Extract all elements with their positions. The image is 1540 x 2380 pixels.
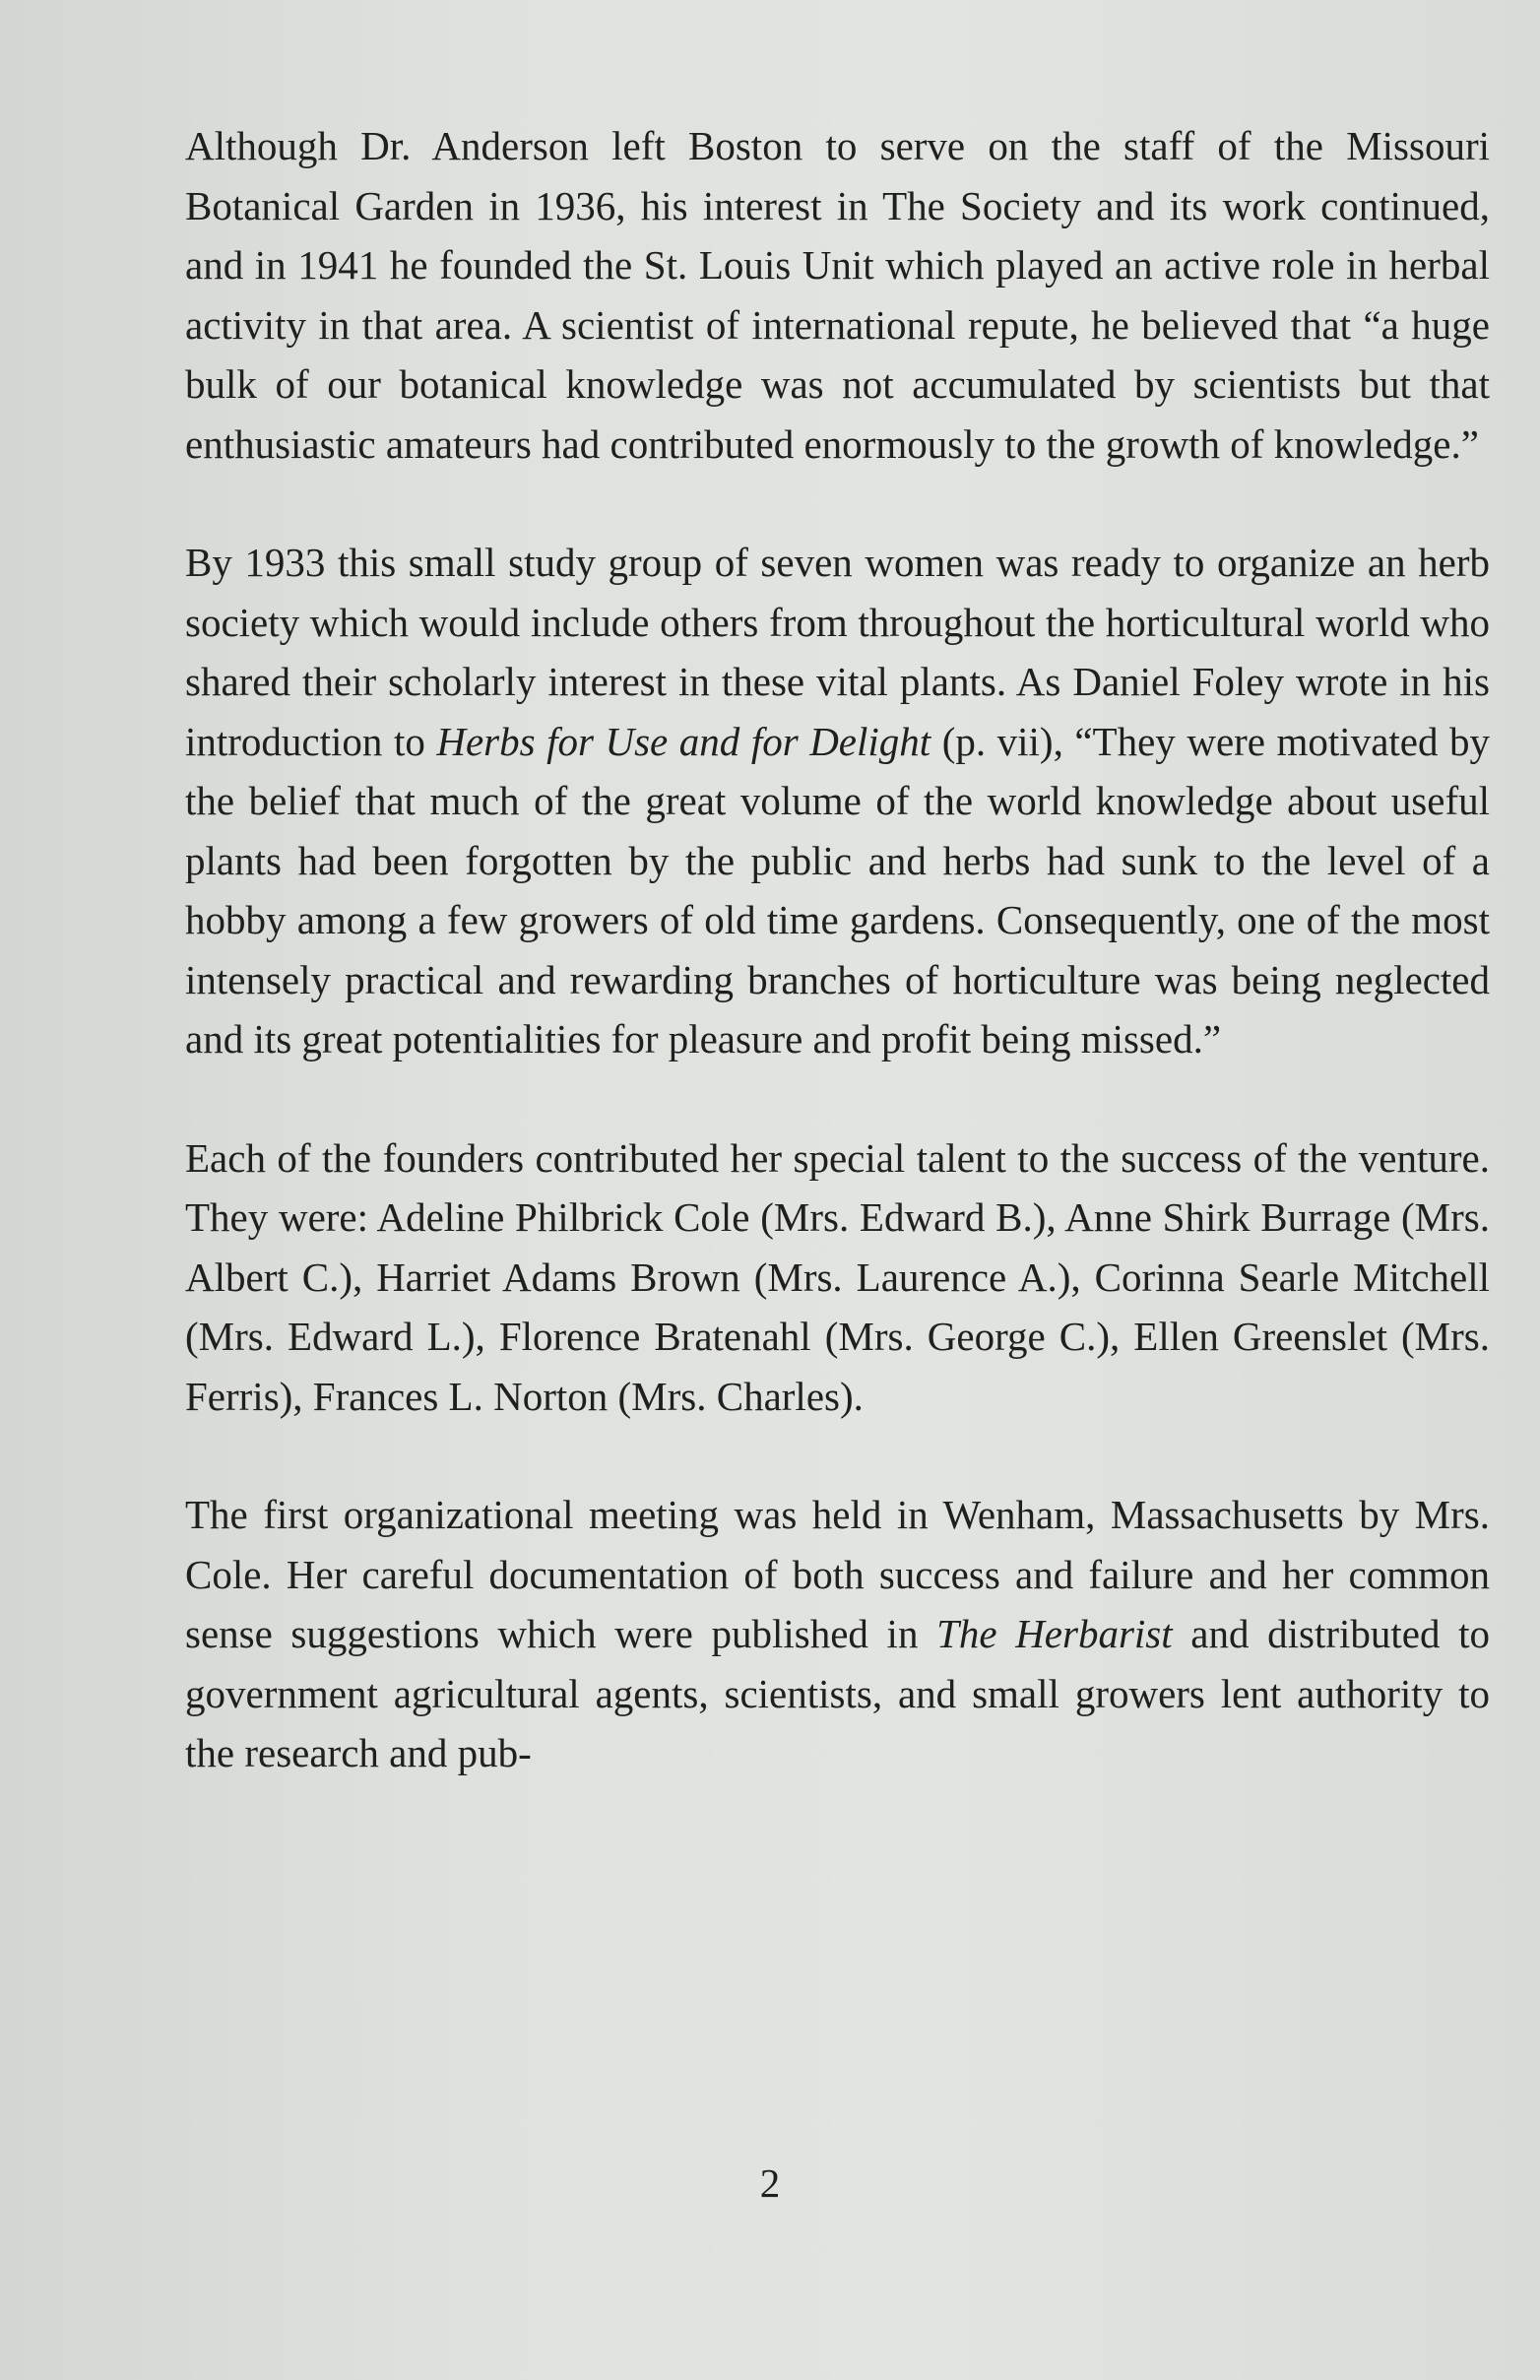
- paragraph-first-meeting: [185, 1485, 1490, 1783]
- page-number: 2: [759, 2160, 781, 2206]
- paragraph-anderson-text: Although Dr. Anderson left Boston to serve on the staff of the Missouri Botanical Garden in 1936, his interest in The Society and its work continued, and in 1941 he founded the St. Louis Unit which played an active role in herbal activity in that area. A scientist of international repute, he believed that “a huge bulk of our botanical knowledge was not accumulated by scientists but that enthusiastic amateurs had contributed enormously to the growth of knowledge.”: [185, 123, 1490, 467]
- paragraph-founders-text: Each of the founders contributed her special talent to the success of the venture. They were: Adeline Philbrick Cole (Mrs. Edward B.), Anne Shirk Burrage (Mrs. Albert C.), Harriet Adams Brown (Mrs. Laurence A.), Corinna Searle Mitchell (Mrs. Edward L.), Florence Bratenahl (Mrs. George C.), Ellen Greenslet (Mrs. Ferris), Frances L. Norton (Mrs. Charles).: [185, 1134, 1490, 1419]
- paragraph-first-meeting-text-b: and distributed to government agricultural agents, scientists, and small growers lent authority to the research and pub-: [185, 1611, 1490, 1775]
- publication-title-herbarist: The Herbarist: [936, 1611, 1173, 1656]
- paragraph-study-group-text-b: (p. vii), “They were motivated by the belief that much of the great volume of the world knowledge about useful plants had been forgotten by the public and herbs had sunk to the level of a hobby among a few growers of old time gardens. Consequently, one of the most intensely practical and rewarding branches of horticulture was being neglected and its great potentialities for pleasure and profit being missed.”: [185, 718, 1491, 1061]
- paragraph-first-meeting-text-a: The first organizational meeting was held in Wenham, Massachusetts by Mrs. Cole. Her careful documentation of both success and failure and her common sense suggestions which were published in: [185, 1492, 1490, 1656]
- paragraph-study-group: [185, 533, 1490, 1069]
- body-text: [185, 116, 1490, 1842]
- paragraph-study-group-text-a: By 1933 this small study group of seven women was ready to organize an herb society which would include others from throughout the horticultural world who shared their scholarly interest in these vital plants. As Daniel Foley wrote in his introduction to: [185, 540, 1490, 764]
- paragraph-founders: [185, 1128, 1490, 1427]
- book-title-herbs-for-use: Herbs for Use and for Delight: [436, 718, 931, 764]
- paragraph-anderson: [185, 116, 1490, 474]
